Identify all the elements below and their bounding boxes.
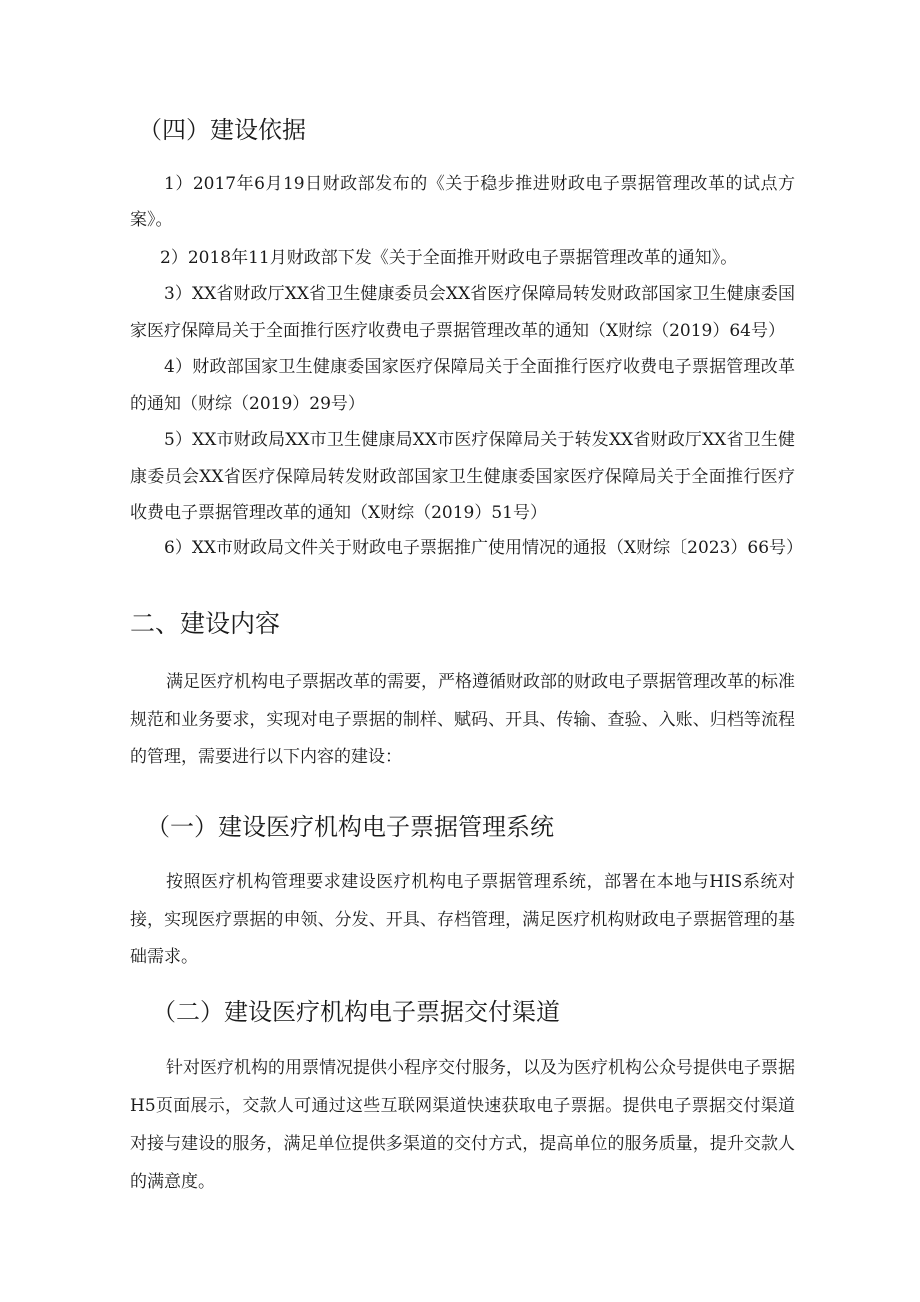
- subsection-1-paragraph: 按照医疗机构管理要求建设医疗机构电子票据管理系统，部署在本地与HIS系统对接，实现医疗票据的申领、分发、开具、存档管理，满足医疗机构财政电子票据管理的基础需求。: [130, 872, 795, 967]
- basis-item-5: 5）XX市财政局XX市卫生健康局XX市医疗保障局关于转发XX省财政厅XX省卫生健康委员会XX省医疗保障局转发财政部国家卫生健康委国家医疗保障局关于全面推行医疗收费电子票据管理改革的通知（X财综（2019）51号）: [130, 430, 795, 523]
- section-heading-basis: （四）建设依据: [138, 116, 306, 144]
- content-intro-paragraph: 满足医疗机构电子票据改革的需要，严格遵循财政部的财政电子票据管理改革的标准规范和业务要求，实现对电子票据的制样、赋码、开具、传输、查验、入账、归档等流程的管理，需要进行以下内容的建设：: [130, 672, 795, 767]
- subsection-heading-2: （二）建设医疗机构电子票据交付渠道: [152, 998, 560, 1026]
- basis-item-4: 4）财政部国家卫生健康委国家医疗保障局关于全面推行医疗收费电子票据管理改革的通知（财综（2019）29号）: [130, 357, 795, 414]
- basis-item-6: 6）XX市财政局文件关于财政电子票据推广使用情况的通报（X财综〔2023）66号）: [164, 538, 804, 558]
- chapter-heading-content: 二、建设内容: [130, 609, 281, 638]
- basis-item-2: 2）2018年11月财政部下发《关于全面推开财政电子票据管理改革的通知》。: [160, 248, 738, 268]
- subsection-heading-1: （一）建设医疗机构电子票据管理系统: [146, 813, 554, 841]
- basis-item-1: 1）2017年6月19日财政部发布的《关于稳步推进财政电子票据管理改革的试点方案》。: [130, 174, 795, 231]
- subsection-2-paragraph: 针对医疗机构的用票情况提供小程序交付服务，以及为医疗机构公众号提供电子票据H5页面展示，交款人可通过这些互联网渠道快速获取电子票据。提供电子票据交付渠道对接与建设的服务，满足单位提供多渠道的交付方式，提高单位的服务质量，提升交款人的满意度。: [130, 1058, 795, 1192]
- basis-item-3: 3）XX省财政厅XX省卫生健康委员会XX省医疗保障局转发财政部国家卫生健康委国家医疗保障局关于全面推行医疗收费电子票据管理改革的通知（X财综（2019）64号）: [130, 284, 795, 341]
